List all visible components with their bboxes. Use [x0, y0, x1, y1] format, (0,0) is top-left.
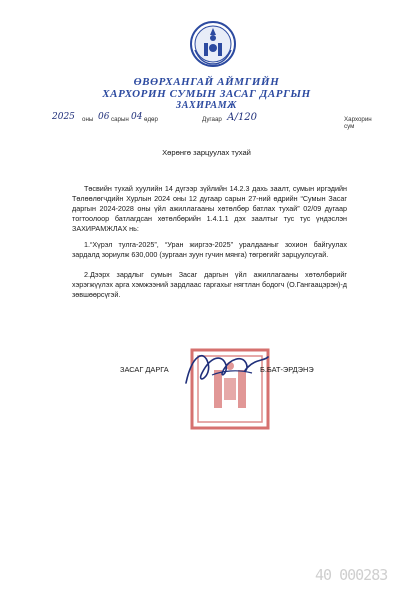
header-line-sum: ХАРХОРИН СУМЫН ЗАСАГ ДАРГЫН — [102, 88, 311, 100]
serial-number: 40 000283 — [315, 566, 388, 584]
date-row — [52, 112, 372, 130]
handwritten-month: 06 — [98, 112, 110, 122]
header-line-aimag: ӨВӨРХАНГАЙ АЙМГИЙН — [133, 76, 280, 88]
document-title: Хөрөнгө зарцуулах тухай — [162, 148, 251, 157]
year-suffix: оны — [82, 116, 94, 123]
body-item-2 — [72, 270, 347, 300]
handwritten-year: 2025 — [52, 112, 75, 122]
item-2-text: 2.Дээрх зардлыг сумын Засаг даргын үйл ажиллагааны хөтөлбөрийг хэрэгжүүлэх арга хэмжээний зардлаас гаргахыг нягтлан бодогч (О.Гангаацэрэн)-д зөвшөөрсүгэй. — [72, 270, 347, 299]
header-line-order: ЗАХИРАМЖ — [176, 100, 237, 111]
number-label: Дугаар — [202, 116, 222, 123]
paragraph-text: Төсвийн тухай хуулийн 14 дүгээр зүйлийн 14.2.3 дахь заалт, сумын иргэдийн Төлөөлөгчдийн Хурлын 2024 оны 12 дугаар сарын 27-ний өдрийн “Сумын Засаг даргын 2024-2028 оны үйл ажиллагааны хөтөлбөр батлах тухай” 02/09 дугаар тогтоолоор батлагдсан хөтөлбөрийн 1.4.1.1 дэх заалтыг тус тус үндэслэн ЗАХИРАМЖЛАХ нь: — [72, 184, 347, 233]
month-suffix: сарын — [111, 116, 129, 123]
day-suffix: өдөр — [144, 116, 158, 123]
body-paragraph-1 — [72, 184, 347, 234]
soyombo-emblem-icon — [189, 20, 237, 68]
handwritten-signature — [182, 345, 272, 390]
place-label: Хархорин сум — [344, 116, 372, 130]
item-1-text: 1.“Хүрэл тулга-2025”, “Уран жиргээ-2025” уралдааныг зохион байгуулах зардалд зориулж 630,000 (зургаан зуун гучин мянга) төгрөгийг зарцуулсугай. — [72, 240, 347, 259]
signature-title: ЗАСАГ ДАРГА — [120, 365, 169, 374]
handwritten-day: 04 — [131, 112, 143, 122]
handwritten-number: А/120 — [227, 112, 258, 123]
body-item-1 — [72, 240, 347, 260]
signatory-name: Б.БАТ-ЭРДЭНЭ — [260, 365, 314, 374]
